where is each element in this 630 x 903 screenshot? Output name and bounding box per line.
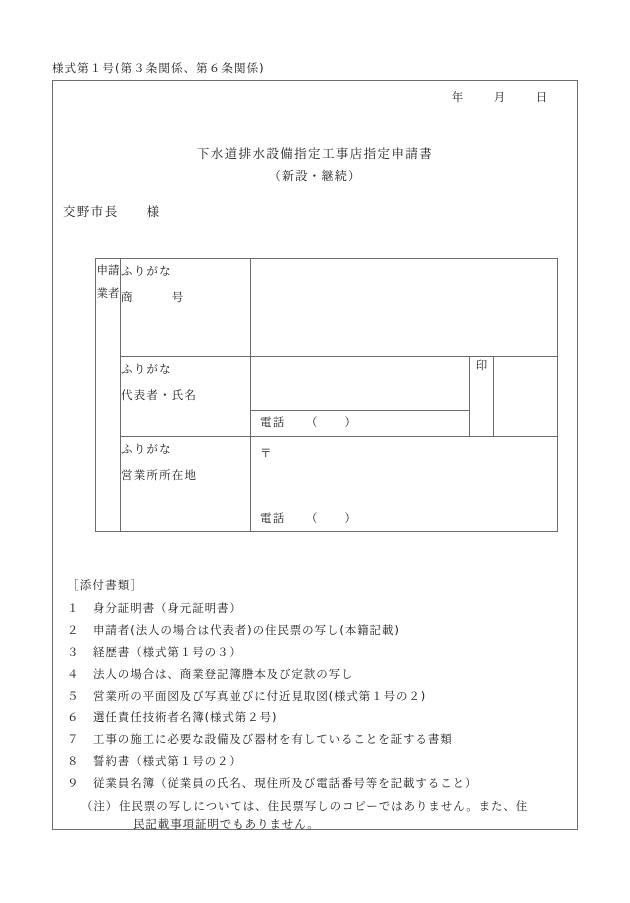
attachment-text: 工事の施工に必要な設備及び器材を有していることを証する書類	[93, 732, 453, 747]
attachment-text: 身分証明書（身元証明書）	[93, 601, 242, 615]
representative-value-cell[interactable]	[251, 357, 470, 437]
attachment-text: 選任責任技術者名簿(様式第２号)	[93, 710, 278, 725]
list-item	[67, 645, 567, 659]
date-day-label[interactable]: 日	[535, 90, 549, 104]
addressee-recipient: 交野市長	[63, 204, 119, 219]
list-item	[67, 667, 567, 681]
representative-label: 代表者・氏名	[121, 387, 198, 402]
attachment-text: 経歴書（様式第１号の３）	[93, 644, 242, 659]
attachment-number: １	[67, 601, 80, 615]
representative-furigana-label: ふりがな	[121, 362, 172, 376]
attachment-text: 従業員名簿（従業員の氏名、現住所及び電話番号等を記載すること）	[93, 776, 478, 790]
representative-name-input-area[interactable]	[251, 357, 469, 411]
note-body	[119, 798, 567, 834]
list-item	[67, 732, 567, 746]
trade-name-label: 商 号	[121, 289, 185, 304]
trade-name-furigana-label: ふりがな	[121, 264, 172, 278]
representative-tel-field[interactable]: 電話 （ ）	[251, 411, 469, 437]
attachment-text: 法人の場合は、商業登記簿謄本及び定款の写し	[93, 666, 354, 681]
office-address-label-cell	[121, 437, 251, 532]
document-frame	[52, 80, 578, 830]
attachment-number: ６	[67, 710, 80, 725]
attachment-number: ５	[67, 688, 80, 703]
date-entry-row	[437, 89, 563, 105]
office-tel-field[interactable]: 電話 （ ）	[260, 511, 358, 525]
table-row-office-address	[96, 437, 558, 532]
trade-name-value-cell[interactable]	[251, 259, 558, 357]
attachments-note	[67, 798, 567, 834]
applicant-vertical-label	[96, 259, 121, 532]
addressee-line	[63, 202, 161, 220]
office-address-value-cell[interactable]	[251, 437, 558, 532]
list-item	[67, 776, 567, 790]
representative-name-entry-row	[251, 357, 469, 411]
note-line-2: 民記載事項証明でもありません。	[133, 816, 320, 831]
attachment-text: 営業所の平面図及び写真並びに付近見取図(様式第１号の２)	[93, 688, 427, 703]
list-item	[67, 601, 567, 615]
document-title: 下水道排水設備指定工事店指定申請書	[196, 146, 434, 161]
trade-name-label-cell	[121, 259, 251, 357]
representative-value-inner-table	[251, 357, 469, 436]
seal-cell[interactable]: 印	[470, 357, 494, 437]
attachment-number: ３	[67, 644, 80, 659]
postal-code-marker[interactable]: 〒	[260, 446, 273, 460]
representative-extra-cell[interactable]	[494, 357, 558, 437]
note-marker: （注）	[81, 798, 119, 813]
attachment-text: 申請者(法人の場合は代表者)の住民票の写し(本籍記載)	[93, 622, 400, 637]
note-line-1: 住民票の写しについては、住民票写しのコピーではありません。また、住	[119, 798, 529, 813]
attachments-heading: ［添付書類］	[67, 578, 144, 592]
attachment-number: ４	[67, 666, 80, 681]
attachments-section	[67, 577, 567, 834]
office-address-label: 営業所所在地	[121, 467, 198, 482]
representative-label-cell	[121, 357, 251, 437]
list-item	[67, 623, 567, 637]
applicant-vertical-label-text: 申請業者	[96, 263, 120, 300]
date-month-label[interactable]: 月	[493, 90, 507, 104]
list-item	[67, 754, 567, 768]
attachment-number: ２	[67, 622, 80, 637]
office-address-furigana-label: ふりがな	[121, 442, 172, 456]
document-subtitle: （新設・継続）	[268, 169, 362, 183]
attachment-text: 誓約書（様式第１号の２）	[93, 754, 242, 769]
list-item	[67, 689, 567, 703]
date-year-label[interactable]: 年	[451, 90, 465, 104]
form-number: 様式第１号(第３条関係、第６条関係)	[52, 61, 265, 75]
applicant-information-table	[95, 258, 558, 532]
list-item	[67, 710, 567, 724]
table-row-representative-name	[96, 357, 558, 437]
addressee-honorific: 様	[146, 204, 161, 219]
attachment-number: ８	[67, 754, 80, 769]
attachment-number: ９	[67, 776, 80, 790]
attachment-number: ７	[67, 732, 80, 747]
representative-tel-row	[251, 411, 469, 437]
table-row-trade-name	[96, 259, 558, 357]
